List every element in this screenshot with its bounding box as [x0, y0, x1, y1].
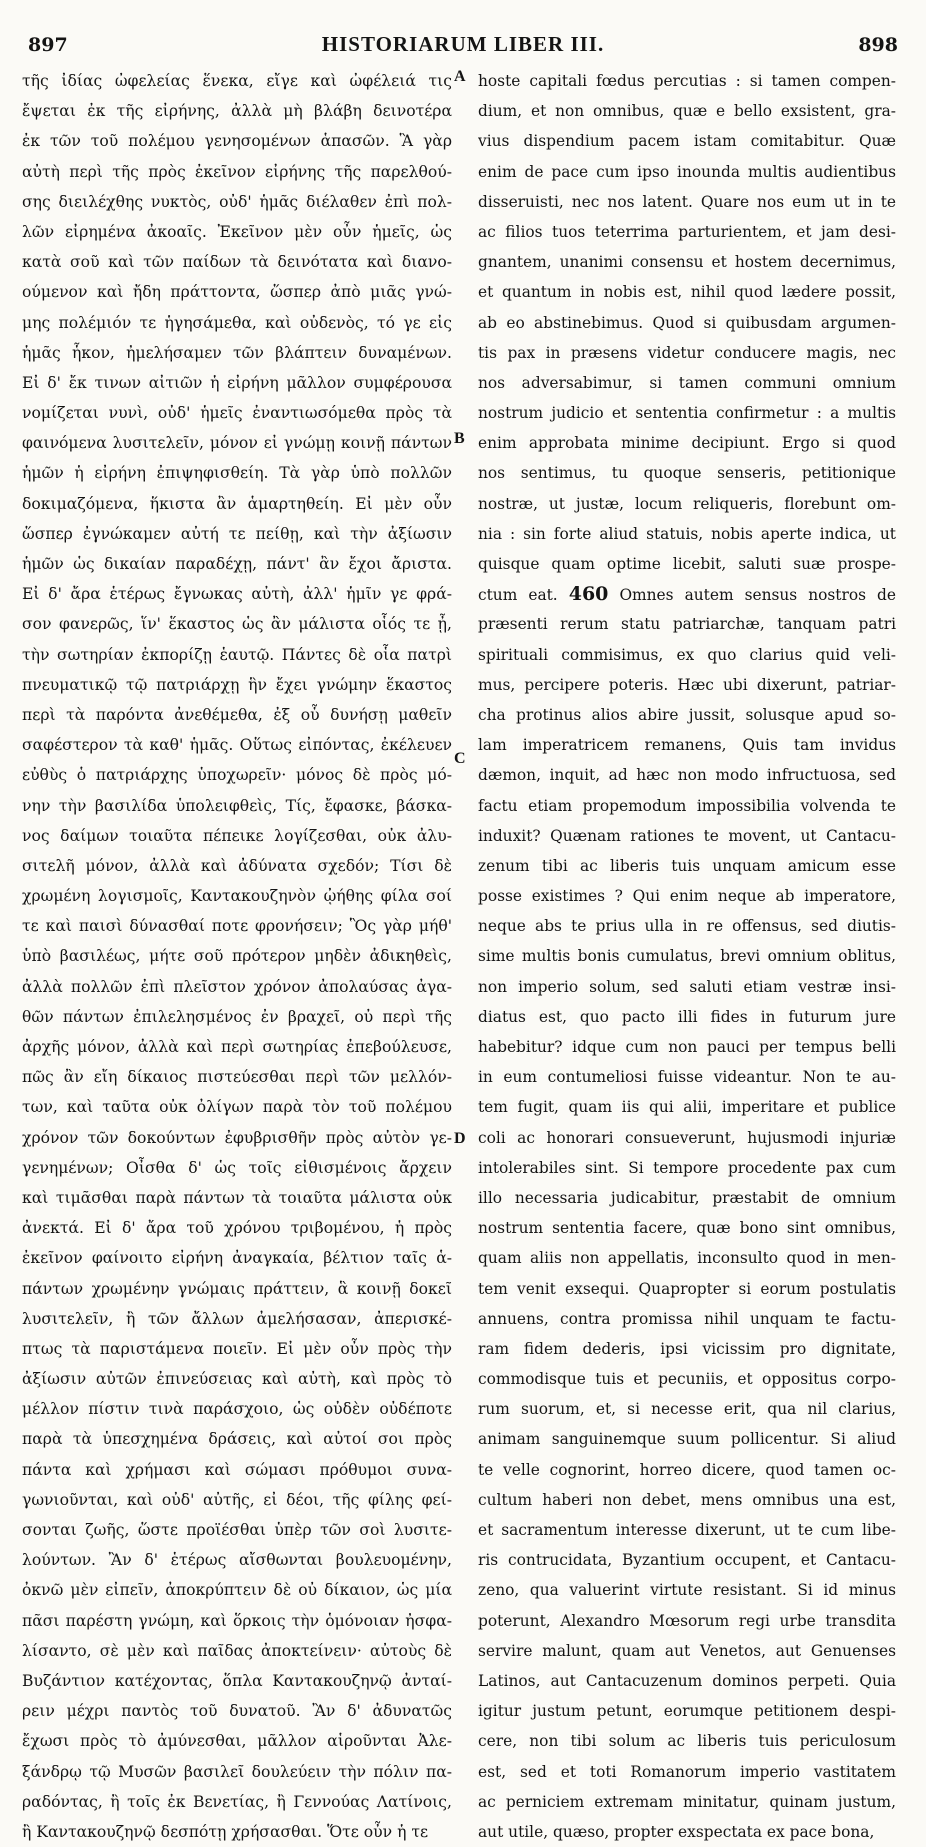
latin-text-line: nia : sin forte aliud statuis, nobis aperte indica, ut [478, 524, 896, 543]
greek-text-line: σιτελῆ μόνον, ἀλλὰ καὶ ἀδύνατα σχεδόν; Τίσι δὲ [22, 856, 452, 875]
latin-text-line: spirituali commisimus, ex quo clarius quid veli- [478, 645, 896, 664]
inline-page-number: 460 [568, 583, 609, 606]
greek-text-line: ἢ Καντακουζηνῷ δεσπότῃ χρήσασθαι. Ὅτε οὖν ἡ τε [22, 1822, 429, 1841]
latin-text-line: nostræ, ut justæ, locum reliqueris, florebunt om- [478, 494, 896, 513]
latin-text-line: servire malunt, quam aut Venetos, aut Genuenses [478, 1641, 896, 1660]
latin-text-line: cha protinus alios abire jussit, solusque apud so- [478, 705, 896, 724]
latin-text-line-with-page-number [478, 579, 896, 609]
greek-text-line: ἐκ τῶν τοῦ πολέμου γενησομένων ἁπασῶν. Ἃ γὰρ [22, 132, 452, 151]
greek-text-line: ὑπὸ βασιλέως, μήτε σοῦ πρότερον μηδὲν ἀδικηθεὶς, [22, 947, 452, 966]
greek-text-line: τὴν σωτηρίαν ἐκπορίζῃ ἑαυτῷ. Πάντες δὲ οἷα πατρὶ [22, 645, 452, 664]
greek-text-line: μης πολέμιόν τε ἡγησάμεθα, καὶ οὐδενὸς, τό γε εἰς [22, 313, 452, 332]
greek-text-line: ἡμᾶς ἧκον, ἠμελήσαμεν τῶν βλάπτειν δυναμένων. [22, 343, 452, 362]
latin-text-line: factu etiam propemodum impossibilia volvenda te [478, 796, 896, 815]
margin-marker-d: D [454, 1130, 466, 1147]
latin-text-line: nostrum judicio et sententia confirmetur : a multis [478, 404, 896, 423]
greek-text-line: ἡμῶν ὡς δικαίαν παραδέχῃ, πάντ' ἂν ἔχοι ἄριστα. [22, 555, 452, 573]
latin-text-line: ac filios tuos teterrima parturientem, et jam desi- [478, 222, 896, 241]
latin-text-line: ram fidem dederis, ipsi vicissim pro dignitate, [478, 1339, 896, 1358]
greek-text-line: αὐτὴ περὶ τῆς πρὸς ἐκεῖνον εἰρήνης τῆς παρελθού- [22, 162, 452, 181]
latin-text-line: annuens, contra promissa nihil unquam te factu- [478, 1309, 896, 1328]
latin-text-line: et sacramentum interesse dixerunt, ut te cum libe- [478, 1521, 896, 1539]
latin-text-line: hoste capitali fœdus percutias : si tamen compen- [478, 72, 896, 90]
greek-text-line: ὥσπερ ἐγνώκαμεν αὐτή τε πείθῃ, καὶ τὴν ἀξίωσιν [22, 524, 452, 543]
greek-text-line: Βυζάντιον κατέχοντας, ὅπλα Καντακουζηνῷ ἀνταί- [22, 1671, 452, 1690]
greek-text-line: ραδόντας, ἢ τοῖς ἐκ Βενετίας, ἢ Γεννούας Λατίνοις, [22, 1792, 452, 1811]
latin-text-line: enim de pace cum ipso inounda multis audientibus [478, 162, 896, 181]
greek-text-line: περὶ τὰ παρόντα ἀνεθέμεθα, ἐξ οὗ δυνήσῃ μαθεῖν [22, 705, 452, 724]
greek-text-line: χρωμένη λογισμοῖς, Καντακουζηνὸν ᾠήθης φίλα σοί [22, 887, 452, 906]
running-header [28, 30, 898, 64]
latin-text-line: in eum contumeliosi fuisse videantur. Non te au- [478, 1068, 896, 1087]
running-title: HISTORIARUM LIBER III. [321, 32, 605, 56]
greek-text-line: εὐθὺς ὁ πατριάρχης ὑποχωρεῖν· μόνος δὲ πρὸς μό- [22, 766, 452, 785]
latin-text-line: est, sed et toti Romanorum imperio vastitatem [478, 1762, 896, 1781]
greek-text-line: Εἰ δ' ἄρα ἑτέρως ἔγνωκας αὐτὴ, ἀλλ' ἡμῖν γε φρά- [22, 585, 452, 604]
latin-text-line: illo necessaria judicabitur, præstabit de omnium [478, 1188, 896, 1207]
greek-text-line: παρὰ τὰ ὑπεσχημένα δράσεις, καὶ αὐτοί σοι πρὸς [22, 1430, 452, 1449]
greek-text-line: πάντων χρωμένην γνώμαις πράττειν, ἃ κοινῇ δοκεῖ [22, 1279, 452, 1298]
latin-text-line: et quantum in nobis est, nihil quod lædere possit, [478, 283, 896, 302]
greek-text-line: σαφέστερον τὰ καθ' ἡμᾶς. Οὕτως εἰπόντας, ἐκέλευεν [22, 736, 452, 755]
greek-text-line: κατὰ σοῦ καὶ τῶν παίδων τὰ δεινότατα καὶ διανο- [22, 253, 452, 272]
latin-text-line: quam aliis non appellatis, inconsulto quod in men- [478, 1249, 896, 1268]
greek-text-line: ἀξίωσιν αὐτῶν ἐπινεύσειας καὶ αὐτὴ, καὶ πρὸς τὸ [22, 1370, 452, 1389]
greek-text-line: λῶν εἰρημένα ἀκοαῖς. Ἐκεῖνον μὲν οὖν ἡμεῖς, ὡς [22, 222, 452, 241]
greek-text-line: νος δαίμων τοιαῦτα πέπεικε λογίζεσθαι, οὐκ ἀλυ- [22, 826, 452, 845]
latin-text-line: gnantem, unanimi consensu et hostem decernimus, [478, 253, 896, 272]
latin-text-line: mus, percipere poteris. Hæc ubi dixerunt, patriar- [478, 675, 896, 694]
latin-text-line: poterunt, Alexandro Mœsorum regi urbe transdita [478, 1611, 896, 1630]
greek-text-line: τε καὶ παισὶ δύνασθαί ποτε φρονήσειν; Ὃς γὰρ μήθ' [22, 917, 452, 936]
latin-text-fragment: Omnes autem sensus nostros de [619, 586, 896, 605]
greek-text-line: μέλλον πίστιν τινὰ παράσχοιο, ὡς οὐδὲν οὐδέποτε [22, 1400, 452, 1419]
latin-column [478, 66, 896, 1847]
latin-text-line: igitur justum petunt, eorumque petitionem despi- [478, 1702, 896, 1721]
greek-text-line: γωνιοῦνται, καὶ οὐδ' αὐτῆς, εἰ δέοι, τῆς φίλης φεί- [22, 1490, 452, 1509]
latin-text-line: rum suorum, et, si necesse erit, qua nil clarius, [478, 1400, 896, 1419]
greek-text-line: θῶν πάντων ἐπιλελησμένος ἐν βραχεῖ, οὐ περὶ τῆς [22, 1007, 452, 1026]
margin-marker-c: C [454, 750, 466, 767]
latin-text-line: sime multis bonis cumulatus, brevi omnium oblitus, [478, 947, 896, 966]
latin-text-line: cultum haberi non debet, mens omnibus una est, [478, 1490, 896, 1509]
latin-text-line: induxit? Quænam rationes te movent, ut Cantacu- [478, 826, 896, 845]
greek-text-line: ούμενον καὶ ἤδη πράττοντα, ὥσπερ ἀπὸ μιᾶς γνώ- [22, 283, 452, 302]
margin-marker-a: A [454, 68, 466, 85]
greek-text-line: ἐκεῖνον φαίνοιτο εἰρήνη ἀναγκαία, βέλτιον ταῖς ἁ- [22, 1249, 452, 1268]
greek-text-line: ἀρχῆς μόνον, ἀλλὰ καὶ περὶ σωτηρίας ἐπεβούλευσε, [22, 1038, 452, 1056]
latin-text-line: quisque quam optime licebit, saluti suæ prospe- [478, 555, 896, 573]
greek-text-line: ἀλλὰ πολλῶν ἐπὶ πλεῖστον χρόνον ἀπολαύσας ἀγα- [22, 977, 452, 996]
greek-text-line: φαινόμενα λυσιτελεῖν, μόνον εἰ γνώμῃ κοινῇ πάντων [22, 434, 452, 453]
greek-text-line: σονται ζωῆς, ὥστε προϊέσθαι ὑπὲρ τῶν σοὶ λυσιτε- [22, 1521, 452, 1539]
latin-text-line: dæmon, inquit, ad hæc non modo infructuosa, sed [478, 766, 896, 785]
greek-text-line: δοκιμαζόμενα, ἥκιστα ἂν ἁμαρτηθείη. Εἰ μὲν οὖν [22, 494, 452, 513]
greek-text-line: πᾶσι παρέστη γνώμη, καὶ ὅρκοις τὴν ὁμόνοιαν ἠσφα- [22, 1611, 452, 1630]
greek-text-line: πνευματικῷ τῷ πατριάρχῃ ἣν ἔχει γνώμην ἕκαστος [22, 675, 452, 694]
greek-text-line: καὶ τιμᾶσθαι παρὰ πάντων τὰ τοιαῦτα μάλιστα οὐκ [22, 1188, 452, 1207]
greek-text-line: σον φανερῶς, ἵν' ἕκαστος ὡς ἂν μάλιστα οἷός τε ᾖ, [22, 615, 452, 634]
greek-text-line: ἔψεται ἐκ τῆς εἰρήνης, ἀλλὰ μὴ βλάβη δεινοτέρα [22, 102, 452, 121]
latin-text-line: ris contrucidata, Byzantium occupent, et Cantacu- [478, 1551, 896, 1570]
latin-text-line: zeno, qua valuerint virtute resistant. Si id minus [478, 1581, 896, 1600]
greek-column [22, 66, 452, 1847]
latin-text-line: intolerabiles sint. Si tempore procedente pax cum [478, 1158, 896, 1177]
latin-text-line: dium, et non omnibus, quæ e bello exsistent, gra- [478, 102, 896, 121]
greek-text-line: νην τὴν βασιλίδα ὑπολειφθεὶς, Τίς, ἔφασκε, βάσκα- [22, 796, 452, 815]
greek-text-line: λυσιτελεῖν, ἢ τῶν ἄλλων ἀμελήσασαν, ἀπερισκέ- [22, 1309, 452, 1328]
latin-text-line: præsenti rerum statu patriarchæ, tanquam patri [478, 615, 896, 634]
latin-text-line: tem fugit, quam iis qui alii, imperitare et publice [478, 1098, 896, 1117]
greek-text-line: σης διειλέχθης νυκτὸς, οὐδ' ἡμᾶς διέλαθεν ἐπὶ πολ- [22, 192, 452, 211]
greek-text-line: Εἰ δ' ἔκ τινων αἰτιῶν ἡ εἰρήνη μᾶλλον συμφέρουσα [22, 373, 452, 392]
page-number-right: 898 [858, 34, 898, 56]
latin-text-line: animam sanguinemque suum pollicentur. Si aliud [478, 1430, 896, 1449]
greek-text-line: πτως τὰ παριστάμενα ποιεῖν. Εἰ μὲν οὖν πρὸς τὴν [22, 1339, 452, 1358]
latin-text-line: nostrum sententia facere, quæ bono sint omnibus, [478, 1219, 896, 1238]
greek-text-line: πάντα καὶ χρήμασι καὶ σώμασι πρόθυμοι συνα- [22, 1460, 452, 1479]
latin-text-line: commodisque tuis et pecuniis, et oppositus corpo- [478, 1370, 896, 1389]
latin-text-line: enim approbata minime decipiunt. Ergo si quod [478, 434, 896, 453]
latin-text-line: neque abs te prius ulla in re offensus, sed diutis- [478, 917, 896, 936]
greek-text-line: ἡμῶν ἡ εἰρήνη ἐπιψηφισθείη. Τὰ γὰρ ὑπὸ πολλῶν [22, 464, 452, 483]
greek-text-line: χρόνον τῶν δοκούντων ἐφυβρισθῆν πρὸς αὐτὸν γε- [22, 1128, 452, 1147]
latin-text-line: nos adversabimur, si tamen communi omnium [478, 373, 896, 392]
latin-text-line: nos sentimus, tu quoque senseris, petitionique [478, 464, 896, 483]
greek-text-line: γενημένων; Οἶσθα δ' ὡς τοῖς εἰθισμένοις ἄρχειν [22, 1158, 452, 1177]
latin-text-line: lam imperatricem remanens, Quis tam invidus [478, 736, 896, 755]
greek-text-line: ὀκνῶ μὲν εἰπεῖν, ἀποκρύπτειν δὲ οὐ δίκαιον, ὡς μία [22, 1581, 452, 1600]
greek-text-line: λούντων. Ἂν δ' ἑτέρως αἴσθωνται βουλευομένην, [22, 1551, 452, 1570]
greek-text-line: ἔχωσι πρὸς τὸ ἀμύνεσθαι, μᾶλλον αἱροῦνται Ἀλε- [22, 1732, 452, 1751]
page-number-left: 897 [28, 34, 68, 56]
greek-text-line: πῶς ἂν εἴη δίκαιος πιστεύεσθαι περὶ τῶν μελλόν- [22, 1068, 452, 1087]
latin-text-line: ab eo abstinebimus. Quod si quibusdam argumen- [478, 313, 896, 332]
latin-text-line: habebitur? idque cum non pauci per tempus belli [478, 1038, 896, 1056]
latin-text-line: tem venit exsequi. Quapropter si eorum postulatis [478, 1279, 896, 1298]
greek-text-line: ξάνδρῳ τῷ Μυσῶν βασιλεῖ δουλεύειν τὴν πόλιν πα- [22, 1762, 452, 1781]
latin-text-line: disseruisti, nec nos latent. Quare nos eum ut in te [478, 192, 896, 211]
latin-text-line: Latinos, aut Cantacuzenum dominos perpeti. Quia [478, 1671, 896, 1690]
latin-text-line: te velle cognorint, horreo dicere, quod tamen oc- [478, 1460, 896, 1479]
margin-marker-b: B [454, 430, 465, 447]
latin-text-line: cere, non tibi solum ac liberis tuis periculosum [478, 1732, 896, 1751]
latin-text-line: coli ac honorari consueverunt, hujusmodi injuriæ [478, 1128, 896, 1147]
latin-text-line: zenum tibi ac liberis tuis unquam amicum esse [478, 856, 896, 875]
latin-text-line: non imperio solum, sed saluti etiam vestræ insi- [478, 977, 896, 996]
latin-text-line: posse existimes ? Qui enim neque ab imperatore, [478, 887, 896, 906]
greek-text-line: ἀνεκτά. Εἰ δ' ἄρα τοῦ χρόνου τριβομένου, ἡ πρὸς [22, 1219, 452, 1238]
greek-text-line: λίσαντο, σὲ μὲν καὶ παῖδας ἀποκτείνειν· αὐτοὺς δὲ [22, 1641, 452, 1660]
greek-text-line: ρειν μέχρι παντὸς τοῦ δυνατοῦ. Ἂν δ' ἀδυνατῶς [22, 1702, 452, 1721]
latin-text-line: aut utile, quæso, propter exspectata ex pace bona, [478, 1822, 875, 1841]
greek-text-line: νομίζεται νυνὶ, οὐδ' ἡμεῖς ἐναντιωσόμεθα πρὸς τὰ [22, 404, 452, 423]
latin-text-line: tis pax in præsens videtur conducere magis, nec [478, 343, 896, 362]
latin-text-line: ac perniciem extremam minitatur, quinam justum, [478, 1792, 896, 1811]
latin-text-line: vius dispendium pacem istam comitabitur. Quæ [478, 132, 896, 151]
greek-text-line: των, καὶ ταῦτα οὐκ ὀλίγων παρὰ τὸν τοῦ πολέμου [22, 1098, 452, 1117]
latin-text-line: diatus est, quo pacto illi fides in futurum jure [478, 1007, 896, 1026]
greek-text-line: τῆς ἰδίας ὠφελείας ἕνεκα, εἴγε καὶ ὠφέλειά τις [22, 72, 452, 90]
latin-text-fragment: ctum eat. [478, 586, 558, 605]
